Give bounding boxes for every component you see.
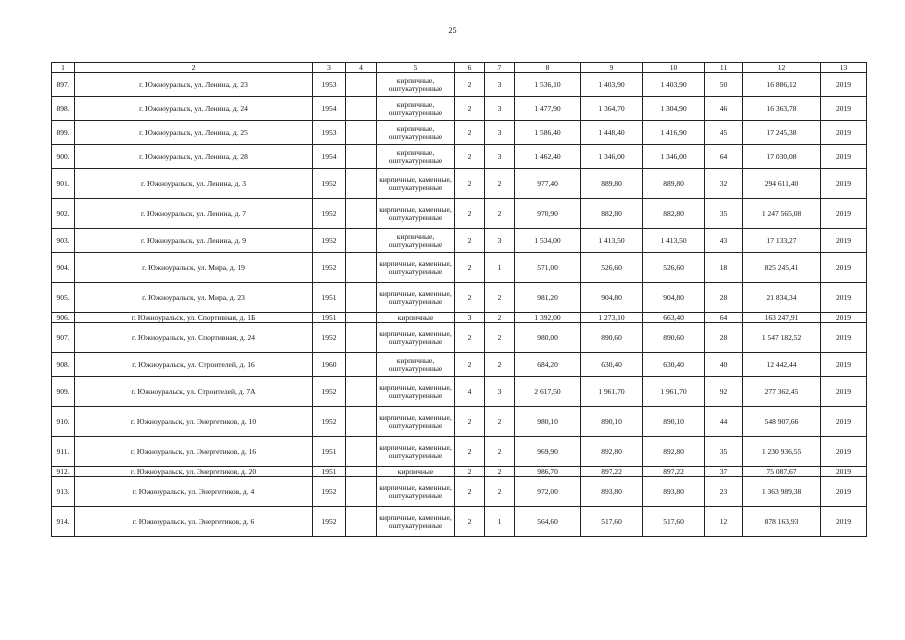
- address-cell: г. Южноуральск, ул. Спортивная, д. 24: [75, 323, 313, 353]
- total-area-cell: 980,10: [515, 407, 581, 437]
- total-area-cell: 1 462,40: [515, 145, 581, 169]
- address-cell: г. Южноуральск, ул. Ленина, д. 7: [75, 199, 313, 229]
- wall-material-cell: кирпичные, каменные, оштукатуренные: [377, 283, 455, 313]
- wall-material-cell: кирпичные: [377, 313, 455, 323]
- year-cell: 2019: [821, 407, 867, 437]
- page-number: 25: [448, 26, 457, 35]
- column-header: 1: [52, 63, 75, 73]
- wall-material-cell: кирпичные, каменные, оштукатуренные: [377, 437, 455, 467]
- col-4-cell: [346, 377, 377, 407]
- row-number-cell: 910.: [52, 407, 75, 437]
- entrances-cell: 3: [485, 145, 515, 169]
- table-row: [52, 121, 867, 145]
- build-year-cell: 1952: [313, 169, 346, 199]
- address-cell: г. Южноуральск, ул. Мира, д. 19: [75, 253, 313, 283]
- total-area-cell: 1 536,10: [515, 73, 581, 97]
- year-cell: 2019: [821, 97, 867, 121]
- address-cell: г. Южноуральск, ул. Строителей, д. 16: [75, 353, 313, 377]
- total-area-cell: 1 392,00: [515, 313, 581, 323]
- amount-cell: 277 362,45: [743, 377, 821, 407]
- area-b-cell: 904,80: [643, 283, 705, 313]
- row-number-cell: 904.: [52, 253, 75, 283]
- area-b-cell: 890,60: [643, 323, 705, 353]
- total-area-cell: 1 586,40: [515, 121, 581, 145]
- area-b-cell: 1 413,50: [643, 229, 705, 253]
- amount-cell: 1 363 989,38: [743, 477, 821, 507]
- total-area-cell: 564,60: [515, 507, 581, 537]
- amount-cell: 163 247,91: [743, 313, 821, 323]
- col-4-cell: [346, 313, 377, 323]
- col-4-cell: [346, 353, 377, 377]
- floors-cell: 2: [455, 253, 485, 283]
- table-row: [52, 437, 867, 467]
- col-4-cell: [346, 283, 377, 313]
- col-4-cell: [346, 467, 377, 477]
- total-area-cell: 986,70: [515, 467, 581, 477]
- area-b-cell: 890,10: [643, 407, 705, 437]
- build-year-cell: 1952: [313, 199, 346, 229]
- area-b-cell: 882,80: [643, 199, 705, 229]
- address-cell: г. Южноуральск, ул. Энергетиков, д. 20: [75, 467, 313, 477]
- area-a-cell: 1 273,10: [581, 313, 643, 323]
- area-a-cell: 517,60: [581, 507, 643, 537]
- entrances-cell: 2: [485, 353, 515, 377]
- build-year-cell: 1954: [313, 97, 346, 121]
- area-a-cell: 890,60: [581, 323, 643, 353]
- wall-material-cell: кирпичные, каменные, оштукатуренные: [377, 507, 455, 537]
- table-row: [52, 467, 867, 477]
- column-header: 3: [313, 63, 346, 73]
- residents-cell: 50: [705, 73, 743, 97]
- build-year-cell: 1952: [313, 407, 346, 437]
- year-cell: 2019: [821, 377, 867, 407]
- address-cell: г. Южноуральск, ул. Энергетиков, д. 6: [75, 507, 313, 537]
- floors-cell: 2: [455, 437, 485, 467]
- area-a-cell: 893,80: [581, 477, 643, 507]
- area-b-cell: 889,80: [643, 169, 705, 199]
- total-area-cell: 1 477,90: [515, 97, 581, 121]
- amount-cell: 1 230 936,55: [743, 437, 821, 467]
- build-year-cell: 1952: [313, 253, 346, 283]
- amount-cell: 17 030,08: [743, 145, 821, 169]
- residents-cell: 45: [705, 121, 743, 145]
- column-header: 5: [377, 63, 455, 73]
- amount-cell: 1 547 182,52: [743, 323, 821, 353]
- build-year-cell: 1960: [313, 353, 346, 377]
- entrances-cell: 3: [485, 121, 515, 145]
- residents-cell: 35: [705, 199, 743, 229]
- row-number-cell: 911.: [52, 437, 75, 467]
- area-a-cell: 1 346,00: [581, 145, 643, 169]
- area-b-cell: 663,40: [643, 313, 705, 323]
- area-b-cell: 1 961,70: [643, 377, 705, 407]
- address-cell: г. Южноуральск, ул. Энергетиков, д. 10: [75, 407, 313, 437]
- floors-cell: 3: [455, 313, 485, 323]
- year-cell: 2019: [821, 199, 867, 229]
- table-row: [52, 507, 867, 537]
- residents-cell: 92: [705, 377, 743, 407]
- total-area-cell: 571,00: [515, 253, 581, 283]
- entrances-cell: 2: [485, 313, 515, 323]
- area-b-cell: 517,60: [643, 507, 705, 537]
- row-number-cell: 907.: [52, 323, 75, 353]
- total-area-cell: 977,40: [515, 169, 581, 199]
- wall-material-cell: кирпичные, оштукатуренные: [377, 353, 455, 377]
- year-cell: 2019: [821, 353, 867, 377]
- column-header: 2: [75, 63, 313, 73]
- col-4-cell: [346, 229, 377, 253]
- column-header: 8: [515, 63, 581, 73]
- table-row: [52, 283, 867, 313]
- wall-material-cell: кирпичные, каменные, оштукатуренные: [377, 169, 455, 199]
- address-cell: г. Южноуральск, ул. Ленина, д. 25: [75, 121, 313, 145]
- column-header: 10: [643, 63, 705, 73]
- area-b-cell: 892,80: [643, 437, 705, 467]
- area-b-cell: 893,80: [643, 477, 705, 507]
- table-row: [52, 323, 867, 353]
- address-cell: г. Южноуральск, ул. Спортивная, д. 1Б: [75, 313, 313, 323]
- total-area-cell: 969,90: [515, 437, 581, 467]
- build-year-cell: 1951: [313, 313, 346, 323]
- year-cell: 2019: [821, 169, 867, 199]
- address-cell: г. Южноуральск, ул. Ленина, д. 9: [75, 229, 313, 253]
- wall-material-cell: кирпичные, каменные, оштукатуренные: [377, 407, 455, 437]
- row-number-cell: 901.: [52, 169, 75, 199]
- col-4-cell: [346, 477, 377, 507]
- area-a-cell: 1 413,50: [581, 229, 643, 253]
- floors-cell: 2: [455, 507, 485, 537]
- area-b-cell: 526,60: [643, 253, 705, 283]
- amount-cell: 548 907,66: [743, 407, 821, 437]
- floors-cell: 2: [455, 97, 485, 121]
- amount-cell: 1 247 565,08: [743, 199, 821, 229]
- entrances-cell: 2: [485, 323, 515, 353]
- floors-cell: 2: [455, 169, 485, 199]
- row-number-cell: 902.: [52, 199, 75, 229]
- area-a-cell: 526,60: [581, 253, 643, 283]
- table-row: [52, 169, 867, 199]
- area-a-cell: 890,10: [581, 407, 643, 437]
- total-area-cell: 981,20: [515, 283, 581, 313]
- col-4-cell: [346, 507, 377, 537]
- amount-cell: 17 245,38: [743, 121, 821, 145]
- address-cell: г. Южноуральск, ул. Ленина, д. 3: [75, 169, 313, 199]
- residents-cell: 32: [705, 169, 743, 199]
- build-year-cell: 1952: [313, 477, 346, 507]
- row-number-cell: 914.: [52, 507, 75, 537]
- wall-material-cell: кирпичные, каменные, оштукатуренные: [377, 253, 455, 283]
- entrances-cell: 3: [485, 377, 515, 407]
- floors-cell: 2: [455, 407, 485, 437]
- wall-material-cell: кирпичные, каменные, оштукатуренные: [377, 199, 455, 229]
- table-row: [52, 253, 867, 283]
- floors-cell: 2: [455, 323, 485, 353]
- table-row: [52, 97, 867, 121]
- residents-cell: 40: [705, 353, 743, 377]
- area-a-cell: 1 448,40: [581, 121, 643, 145]
- area-a-cell: 1 403,90: [581, 73, 643, 97]
- residents-cell: 18: [705, 253, 743, 283]
- area-a-cell: 897,22: [581, 467, 643, 477]
- col-4-cell: [346, 199, 377, 229]
- row-number-cell: 899.: [52, 121, 75, 145]
- amount-cell: 878 163,93: [743, 507, 821, 537]
- build-year-cell: 1952: [313, 229, 346, 253]
- row-number-cell: 905.: [52, 283, 75, 313]
- address-cell: г. Южноуральск, ул. Мира, д. 23: [75, 283, 313, 313]
- year-cell: 2019: [821, 145, 867, 169]
- entrances-cell: 2: [485, 467, 515, 477]
- column-header: 11: [705, 63, 743, 73]
- residents-cell: 23: [705, 477, 743, 507]
- entrances-cell: 1: [485, 507, 515, 537]
- col-4-cell: [346, 145, 377, 169]
- wall-material-cell: кирпичные, оштукатуренные: [377, 73, 455, 97]
- table-row: [52, 199, 867, 229]
- address-cell: г. Южноуральск, ул. Энергетиков, д. 16: [75, 437, 313, 467]
- entrances-cell: 1: [485, 253, 515, 283]
- year-cell: 2019: [821, 121, 867, 145]
- wall-material-cell: кирпичные, оштукатуренные: [377, 121, 455, 145]
- floors-cell: 2: [455, 477, 485, 507]
- entrances-cell: 3: [485, 229, 515, 253]
- area-a-cell: 630,40: [581, 353, 643, 377]
- residents-cell: 46: [705, 97, 743, 121]
- column-header: 6: [455, 63, 485, 73]
- area-b-cell: 1 346,00: [643, 145, 705, 169]
- year-cell: 2019: [821, 507, 867, 537]
- col-4-cell: [346, 253, 377, 283]
- amount-cell: 16 886,12: [743, 73, 821, 97]
- area-b-cell: 1 416,90: [643, 121, 705, 145]
- floors-cell: 4: [455, 377, 485, 407]
- total-area-cell: 1 534,00: [515, 229, 581, 253]
- row-number-cell: 906.: [52, 313, 75, 323]
- col-4-cell: [346, 437, 377, 467]
- row-number-cell: 912.: [52, 467, 75, 477]
- entrances-cell: 3: [485, 73, 515, 97]
- wall-material-cell: кирпичные, оштукатуренные: [377, 145, 455, 169]
- build-year-cell: 1952: [313, 323, 346, 353]
- amount-cell: 12 442,44: [743, 353, 821, 377]
- amount-cell: 825 245,41: [743, 253, 821, 283]
- floors-cell: 2: [455, 353, 485, 377]
- area-b-cell: 630,40: [643, 353, 705, 377]
- table-row: [52, 313, 867, 323]
- column-header: 4: [346, 63, 377, 73]
- build-year-cell: 1953: [313, 121, 346, 145]
- residents-cell: 44: [705, 407, 743, 437]
- row-number-cell: 913.: [52, 477, 75, 507]
- address-cell: г. Южноуральск, ул. Ленина, д. 24: [75, 97, 313, 121]
- floors-cell: 2: [455, 283, 485, 313]
- table-row: [52, 73, 867, 97]
- column-header: 7: [485, 63, 515, 73]
- address-cell: г. Южноуральск, ул. Ленина, д. 28: [75, 145, 313, 169]
- total-area-cell: 684,20: [515, 353, 581, 377]
- year-cell: 2019: [821, 313, 867, 323]
- wall-material-cell: кирпичные, каменные, оштукатуренные: [377, 377, 455, 407]
- table-row: [52, 407, 867, 437]
- residents-cell: 28: [705, 283, 743, 313]
- floors-cell: 2: [455, 229, 485, 253]
- area-b-cell: 897,22: [643, 467, 705, 477]
- area-a-cell: 1 961,70: [581, 377, 643, 407]
- column-header: 12: [743, 63, 821, 73]
- col-4-cell: [346, 97, 377, 121]
- column-header: 13: [821, 63, 867, 73]
- year-cell: 2019: [821, 73, 867, 97]
- row-number-cell: 903.: [52, 229, 75, 253]
- column-number-row: [52, 63, 867, 73]
- build-year-cell: 1952: [313, 507, 346, 537]
- total-area-cell: 980,00: [515, 323, 581, 353]
- amount-cell: 294 611,40: [743, 169, 821, 199]
- wall-material-cell: кирпичные, оштукатуренные: [377, 229, 455, 253]
- entrances-cell: 2: [485, 169, 515, 199]
- floors-cell: 2: [455, 73, 485, 97]
- area-a-cell: 882,80: [581, 199, 643, 229]
- col-4-cell: [346, 73, 377, 97]
- wall-material-cell: кирпичные, оштукатуренные: [377, 97, 455, 121]
- residents-cell: 35: [705, 437, 743, 467]
- wall-material-cell: кирпичные: [377, 467, 455, 477]
- total-area-cell: 972,00: [515, 477, 581, 507]
- residents-cell: 37: [705, 467, 743, 477]
- year-cell: 2019: [821, 229, 867, 253]
- build-year-cell: 1952: [313, 377, 346, 407]
- build-year-cell: 1951: [313, 467, 346, 477]
- floors-cell: 2: [455, 467, 485, 477]
- floors-cell: 2: [455, 199, 485, 229]
- entrances-cell: 2: [485, 407, 515, 437]
- build-year-cell: 1951: [313, 283, 346, 313]
- build-year-cell: 1953: [313, 73, 346, 97]
- residents-cell: 43: [705, 229, 743, 253]
- address-cell: г. Южноуральск, ул. Строителей, д. 7А: [75, 377, 313, 407]
- table-row: [52, 377, 867, 407]
- amount-cell: 75 087,67: [743, 467, 821, 477]
- amount-cell: 21 834,34: [743, 283, 821, 313]
- area-a-cell: 1 364,70: [581, 97, 643, 121]
- entrances-cell: 2: [485, 283, 515, 313]
- col-4-cell: [346, 121, 377, 145]
- amount-cell: 16 363,78: [743, 97, 821, 121]
- col-4-cell: [346, 169, 377, 199]
- build-year-cell: 1951: [313, 437, 346, 467]
- table-row: [52, 477, 867, 507]
- row-number-cell: 897.: [52, 73, 75, 97]
- year-cell: 2019: [821, 283, 867, 313]
- area-b-cell: 1 304,90: [643, 97, 705, 121]
- column-header: 9: [581, 63, 643, 73]
- year-cell: 2019: [821, 323, 867, 353]
- row-number-cell: 900.: [52, 145, 75, 169]
- total-area-cell: 970,90: [515, 199, 581, 229]
- table-body: [52, 63, 867, 537]
- housing-registry-table: [51, 62, 867, 537]
- entrances-cell: 2: [485, 199, 515, 229]
- entrances-cell: 2: [485, 477, 515, 507]
- address-cell: г. Южноуральск, ул. Энергетиков, д. 4: [75, 477, 313, 507]
- residents-cell: 12: [705, 507, 743, 537]
- table-row: [52, 353, 867, 377]
- build-year-cell: 1954: [313, 145, 346, 169]
- total-area-cell: 2 617,50: [515, 377, 581, 407]
- residents-cell: 28: [705, 323, 743, 353]
- area-b-cell: 1 403,90: [643, 73, 705, 97]
- year-cell: 2019: [821, 467, 867, 477]
- floors-cell: 2: [455, 121, 485, 145]
- col-4-cell: [346, 323, 377, 353]
- table-row: [52, 145, 867, 169]
- area-a-cell: 892,80: [581, 437, 643, 467]
- year-cell: 2019: [821, 437, 867, 467]
- area-a-cell: 904,80: [581, 283, 643, 313]
- residents-cell: 64: [705, 313, 743, 323]
- entrances-cell: 2: [485, 437, 515, 467]
- entrances-cell: 3: [485, 97, 515, 121]
- wall-material-cell: кирпичные, каменные, оштукатуренные: [377, 323, 455, 353]
- year-cell: 2019: [821, 477, 867, 507]
- row-number-cell: 909.: [52, 377, 75, 407]
- wall-material-cell: кирпичные, каменные, оштукатуренные: [377, 477, 455, 507]
- area-a-cell: 889,80: [581, 169, 643, 199]
- row-number-cell: 908.: [52, 353, 75, 377]
- year-cell: 2019: [821, 253, 867, 283]
- amount-cell: 17 133,27: [743, 229, 821, 253]
- col-4-cell: [346, 407, 377, 437]
- table-row: [52, 229, 867, 253]
- floors-cell: 2: [455, 145, 485, 169]
- residents-cell: 64: [705, 145, 743, 169]
- row-number-cell: 898.: [52, 97, 75, 121]
- address-cell: г. Южноуральск, ул. Ленина, д. 23: [75, 73, 313, 97]
